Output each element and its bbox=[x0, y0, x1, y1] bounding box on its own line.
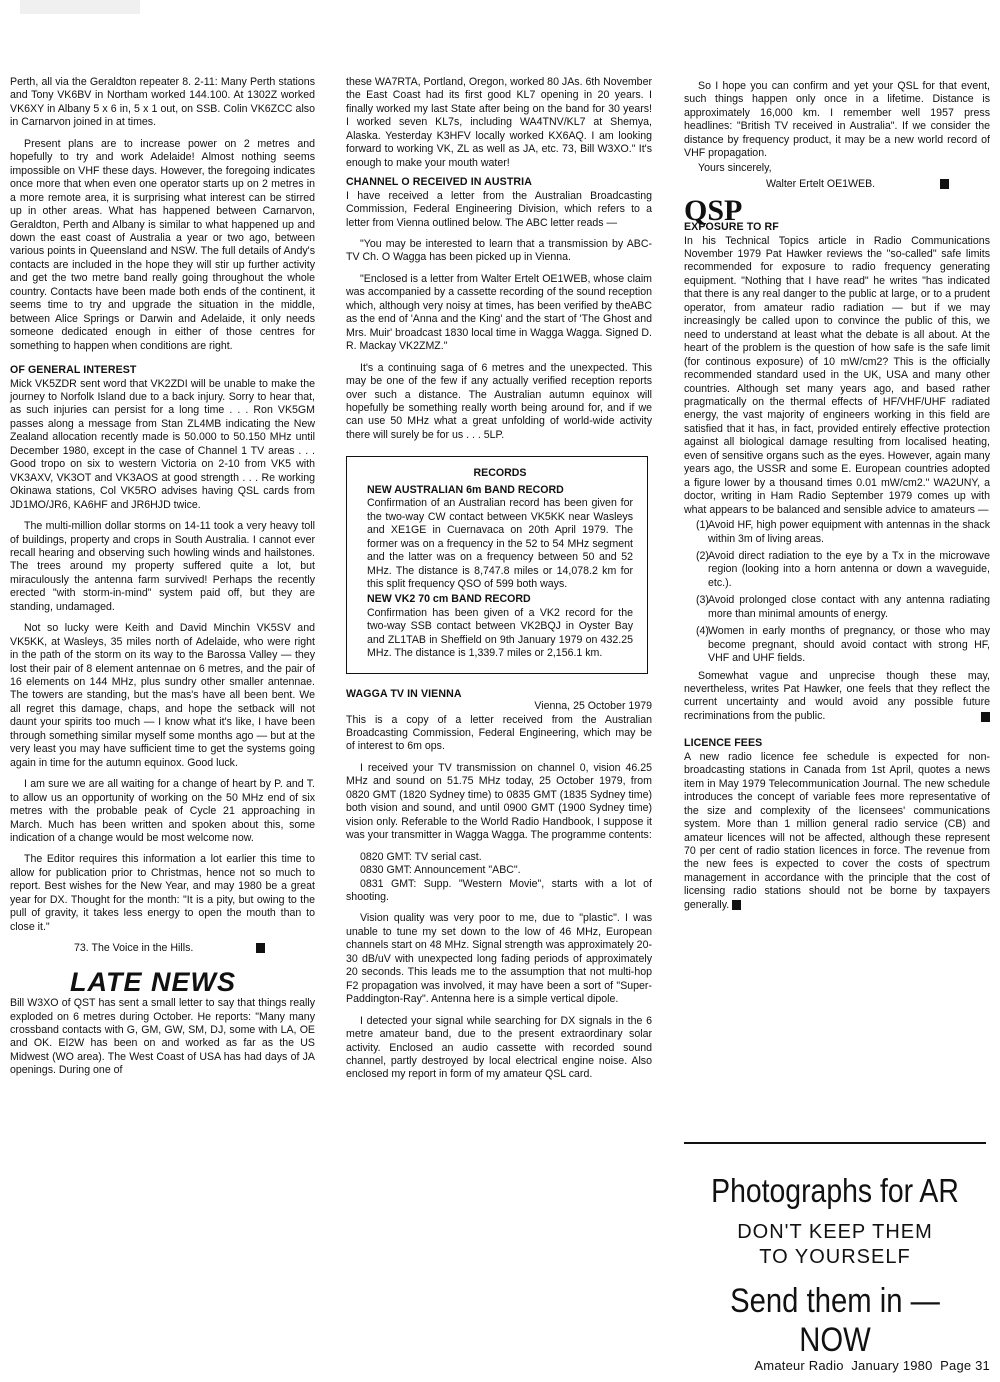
paragraph: I received your TV transmission on channel 0, vision 46.25 MHz and sound on 51.75 MHz today, 25 October 1979, from 0820 GMT (1820 Sydney time) to 0835 GMT (1835 Sydney time) both vision and sound, and until 0900 GMT (1900 Sydney time) vision only. Referable to the World Radio Handbook, I suppose it was your transmitter in Wagga Wagga. The programme contents: bbox=[346, 761, 652, 842]
record-text: Confirmation of an Australian record has been given for the two-way CW contact between VK5KK near Wasleys and XE1GE in Cuernavaca on 20th April 1979. The former was on a frequency in the 52 to 54 MHz segment and the latter was on a frequency between 50 and 52 MHz. The distance is 8,747.8 miles or 14,078.2 km for this split frequency QSO of 599 both ways. bbox=[367, 497, 633, 590]
list-number: (1) bbox=[696, 519, 709, 532]
advert-headline: Photographs for AR bbox=[711, 1172, 959, 1209]
list-item bbox=[684, 550, 990, 590]
section-heading-rf: EXPOSURE TO RF bbox=[684, 221, 779, 234]
list-text: Avoid direct radiation to the eye by a Tx in the microwave region (looking into a horn antenna or down a waveguide, etc.). bbox=[708, 549, 990, 589]
records-box bbox=[346, 456, 648, 673]
paragraph: Mick VK5ZDR sent word that VK2ZDI will be unable to make the journey to Norfolk Island due to a back injury. Sorry to hear that, as such injuries can persist for a long time . . . Ron VK5GM passes along a message from Stan ZL4MB indicating the New Zealand allocation recently made is 50.000 to 50.150 MHz until December 1980, except in the case of Channel 1 TV areas . . . Good tropo on six to western Victoria on 2-10 from VK5 with VK3AXV, VK3OT and VK3AOS at good strength . . . Re working Okinawa stations, Col VK5RO advises having QSL cards from JD1MO/JR6, KA6HF and JR6HJD twice. bbox=[10, 377, 315, 511]
paragraph: Perth, all via the Geraldton repeater 8. 2-11: Many Perth stations and Tony VK6BV in Northam worked 144.100. At 1302Z worked VK6XY in Albany 5 x 6 in, 5 x 1 out, on SSB. Colin VK6ZCC also in Carnarvon joined in at times. bbox=[10, 76, 315, 129]
advert-subline: DON'T KEEP THEM bbox=[737, 1221, 933, 1243]
record-text: Confirmation has been given of a VK2 record for the two-way SSB contact between VK2BQJ in Oyster Bay and ZL1TAB in Sheffield on 9th January 1979 on 432.25 MHz. The distance is 1,339.7 miles or 2,156.1 km. bbox=[367, 606, 633, 660]
page-footer: Amateur Radio January 1980 Page 31 bbox=[754, 1358, 990, 1373]
programme-line: 0830 GMT: Announcement "ABC". bbox=[360, 864, 521, 877]
late-news-title: LATE NEWS bbox=[70, 966, 236, 997]
advert-callout: Send them in — NOW bbox=[730, 1282, 940, 1359]
page-header-remnant bbox=[20, 0, 140, 14]
list-number: (2) bbox=[696, 549, 709, 562]
list-number: (4) bbox=[696, 625, 709, 638]
paragraph: In his Technical Topics article in Radio Communications November 1979 Pat Hawker reviews the "so-called" safe limits recommended for exposure to radio frequency generating equipment. "Nothing that I have read" he writes "has indicated that there is any real danger to the public at large, or to a prudent operator, from amateur radio radiation — but if we may increasingly be called upon to convince the public of this, we need to understand at least what the debate is all about. At the heart of the problem is the question of how safe is the safe limit (for continous exposure) of 10 mW/cm2? This is the officially recommended standard used in the UK, USA and many other countries. Although set many years ago, and based rather pragmatically on the thermal effects of HF/VHF/UHF radiated energy, the vast majority of engineers working in this field are satisfied that it has, in fact, provided entirely effective protection against all biological damage resulting from localised heating, even of sensitive organs such as the eyes. However, again many years ago, the USSR and some E. European countries adopted a figure lower by a thousand times 0.01 mW/cm2." WA2UNY, a doctor, writing in Ham Radio September 1979 comes up with what appears to be balanced and sensible advice to amateurs — bbox=[684, 234, 990, 516]
list-number: (3) bbox=[696, 594, 709, 607]
signature-line bbox=[684, 178, 990, 191]
list-item bbox=[684, 625, 990, 665]
section-heading-fees: LICENCE FEES bbox=[684, 737, 763, 750]
column-3 bbox=[684, 80, 990, 912]
signature: Walter Ertelt OE1WEB. bbox=[766, 178, 876, 191]
signature: 73. The Voice in the Hills. bbox=[74, 942, 194, 955]
paragraph: The multi-million dollar storms on 14-11 took a very heavy toll of buildings, property and crops in South Australia. I cannot ever recall hearing and observing such howling winds and hailstones. The trees around my property suffered quite a lot, but miraculously the antenna farm survived! Perhaps the recently erected "with storm-in-mind" system paid off, but they are standing, undamaged. bbox=[10, 520, 315, 613]
column-2 bbox=[346, 76, 652, 1082]
programme-line: 0820 GMT: TV serial cast. bbox=[360, 850, 482, 863]
section-heading-wagga: WAGGA TV IN VIENNA bbox=[346, 687, 462, 700]
list-text: Avoid HF, high power equipment with antennas in the shack within 3m of living areas. bbox=[708, 519, 990, 545]
list-text: Avoid prolonged close contact with any antenna radiating more than minimal amounts of energy. bbox=[708, 594, 990, 620]
records-title: RECORDS bbox=[473, 467, 527, 480]
paragraph: So I hope you can confirm and yet your QSL for that event, such things happen only once in a lifetime. Distance is approximately 16,000 km. I remember well 1957 press headlines: "British TV received in Australia". If we consider the distance by frequency product, it may be a new world record of VHF propagation. bbox=[684, 80, 990, 160]
signature-line bbox=[10, 942, 315, 955]
list-item bbox=[684, 594, 990, 621]
paragraph: I detected your signal while searching for DX signals in the 6 metre amateur band, due to the present extraordinary solar activity. Enclosed an audio cassette with recorded sound channel, partly destroyed by local electrical engine noise. Also enclosed my report in form of my amateur QSL card. bbox=[346, 1014, 652, 1081]
end-mark-icon bbox=[732, 900, 741, 910]
record-heading: NEW VK2 70 cm BAND RECORD bbox=[367, 593, 531, 606]
paragraph: "Enclosed is a letter from Walter Ertelt OE1WEB, whose claim was accompanied by a cassette recording of the sound reception which, although very noisy at times, has been verified by theABC as the end of 'Anna and the King' and the start of 'The Ghost and Mrs. Muir' broadcast 1830 local time in Wagga Wagga. Signed D. R. Mackay VK2ZMZ." bbox=[346, 272, 652, 353]
programme-line: 0831 GMT: Supp. "Western Movie", starts with a lot of shooting. bbox=[346, 877, 652, 904]
dateline: Vienna, 25 October 1979 bbox=[534, 700, 652, 713]
paragraph: these WA7RTA, Portland, Oregon, worked 80 JAs. 6th November the East Coast had its first good KL7 opening in 20 years. I finally worked my last State after being on the band for 30 years! I worked seven KL7s, including WA4TNV/KL7 at Shemya, Alaska. Yesterday K3HFV locally worked KX6AQ. I am looking forward to working VK, ZL as well as JA, etc. 73, Bill W3XO." It's enough to make your mouth water! bbox=[346, 76, 652, 169]
advert-subline: TO YOURSELF bbox=[759, 1246, 911, 1268]
paragraph: Bill W3XO of QST has sent a small letter to say that things really exploded on 6 metres during October. He reports: "Many many crossband contacts with G, GM, GW, SM, DJ, some with LA, OE and OK. EI2W has been on and worked as far as the US Midwest (WO area). The West Coast of USA has had days of JA openings. During one of bbox=[10, 997, 315, 1077]
paragraph-text: A new radio licence fee schedule is expected for non-broadcasting stations in Canada from 1st April, quotes a news item in May 1979 Telecommunication Journal. The new schedule introduces the concept of variable fees more representative of the size and complexity of the licensees' communications system. More than 1 million general radio service (CB) and amateur licences will not be affected, although these represent 70 per cent of radio station licences in force. The revenue from the new fees is expected to cover the costs of spectrum management in accordance with the principle that the cost of licensing radio stations should not be borne by taxpayers generally. bbox=[684, 750, 990, 911]
closing: Yours sincerely, bbox=[698, 161, 772, 174]
record-heading: NEW AUSTRALIAN 6m BAND RECORD bbox=[367, 483, 564, 496]
paragraph: The Editor requires this information a lot earlier this time to allow for publication prior to Christmas, hence not so much to report. Best wishes for the New Year, and may 1980 be a great year for DX. Thought for the month: "It is a pity, but owing to the pull of gravity, it takes less energy to open the mouth than to close it." bbox=[10, 853, 315, 933]
advice-list bbox=[684, 519, 990, 666]
list-item bbox=[684, 519, 990, 546]
photographs-advert bbox=[684, 1142, 986, 1359]
list-text: Women in early months of pregnancy, or those who may become pregnant, should avoid contact with strong HF, VHF and UHF fields. bbox=[708, 625, 990, 665]
paragraph-text: Somewhat vague and unprecise though these may, nevertheless, writes Pat Hawker, one feels that they reflect the current uncertainty and would avoid any possible future recriminations from the public. bbox=[684, 669, 990, 722]
qsp-title: QSP bbox=[684, 193, 743, 227]
end-mark-icon bbox=[981, 712, 990, 722]
paragraph: Vision quality was very poor to me, due to "plastic". I was unable to tune my set down to the low of 46 MHz, European channels start on 48 MHz. Signal strength was approximately 20-30 dB/uV with unexpected long fading periods of approximately 20 seconds. This leads me to the assumption that not multi-hop F2 propagation was involved, it may have been a sort of "Super-Paddington-Ray". Antenna here is a simple vertical dipole. bbox=[346, 912, 652, 1006]
paragraph: It's a continuing saga of 6 metres and the unexpected. This may be one of the few if any actually verified reception reports over such a distance. The Australian autumn equinox will hopefully be something really worth being around for, and if we can use 50 MHz what a great unfolding of world-wide activity there will surely be for us . . . 5LP. bbox=[346, 361, 652, 441]
section-heading-general-interest: OF GENERAL INTEREST bbox=[10, 364, 137, 377]
paragraph bbox=[684, 670, 990, 724]
end-mark-icon bbox=[256, 943, 265, 953]
paragraph: I am sure we are all waiting for a change of heart by P. and T. to allow us an opportunity of working on the 50 MHz end of six metres with the probable peak of Cycle 21 approaching in March. Much has been written and spoken about this, some indication of a change would be most welcome now. bbox=[10, 778, 315, 845]
paragraph bbox=[684, 751, 990, 912]
paragraph: This is a copy of a letter received from the Australian Broadcasting Commission, Federal Engineering, which may be of interest to 6m ops. bbox=[346, 713, 652, 753]
paragraph: I have received a letter from the Australian Broadcasting Commission, Federal Engineering Division, which refers to a letter from Vienna outlined below. The ABC letter reads — bbox=[346, 189, 652, 229]
paragraph: "You may be interested to learn that a transmission by ABC-TV Ch. O Wagga has been picked up in Vienna. bbox=[346, 237, 652, 264]
paragraph: Present plans are to increase power on 2 metres and hopefully to try and work Adelaide! Almost nothing seems impossible on VHF these days. However, the foregoing indicates once more that when even one operator starts up on 2 metres in a more remote area, it is surprising what interest can be stirred up in other areas. What has happened between Carnarvon, Geraldton, Perth and Albany is similar to what happened up and down the east coast of Australia a year or two ago, between various points in Queensland and NSW. The full details of Andy's contacts are included in the hope they will stir up further activity and get the two metre band really going throughout the whole country. Contacts have been made both ends of the continent, it seems time to try and upgrade the situation in the middle, between Alice Springs or Darwin and Adelaide, it only needs someone dedicated enough in either of those centres for something to happen when conditions are right. bbox=[10, 137, 315, 352]
paragraph: Not so lucky were Keith and David Minchin VK5SV and VK5KK, at Wasleys, 35 miles north of Adelaide, who were right in the path of the storm on its way to the Barossa Valley — they lost their pair of 8 element antennae on 6 metres, and the pair of 16 elements on 144 MHz, plus sundry other smaller antennae. The towers are standing, but the mas's have all been bent. We all regret this damage, chaps, and hope the setback will not daunt your spirits too much — I know what it's like, I have been through something similar myself some months ago — but at the very least you may have sufficient time to get the systems going again in time for the autumn equinox. Good luck. bbox=[10, 622, 315, 769]
end-mark-icon bbox=[940, 179, 949, 189]
column-1 bbox=[10, 76, 315, 1078]
section-heading-channel-o: CHANNEL O RECEIVED IN AUSTRIA bbox=[346, 176, 532, 189]
